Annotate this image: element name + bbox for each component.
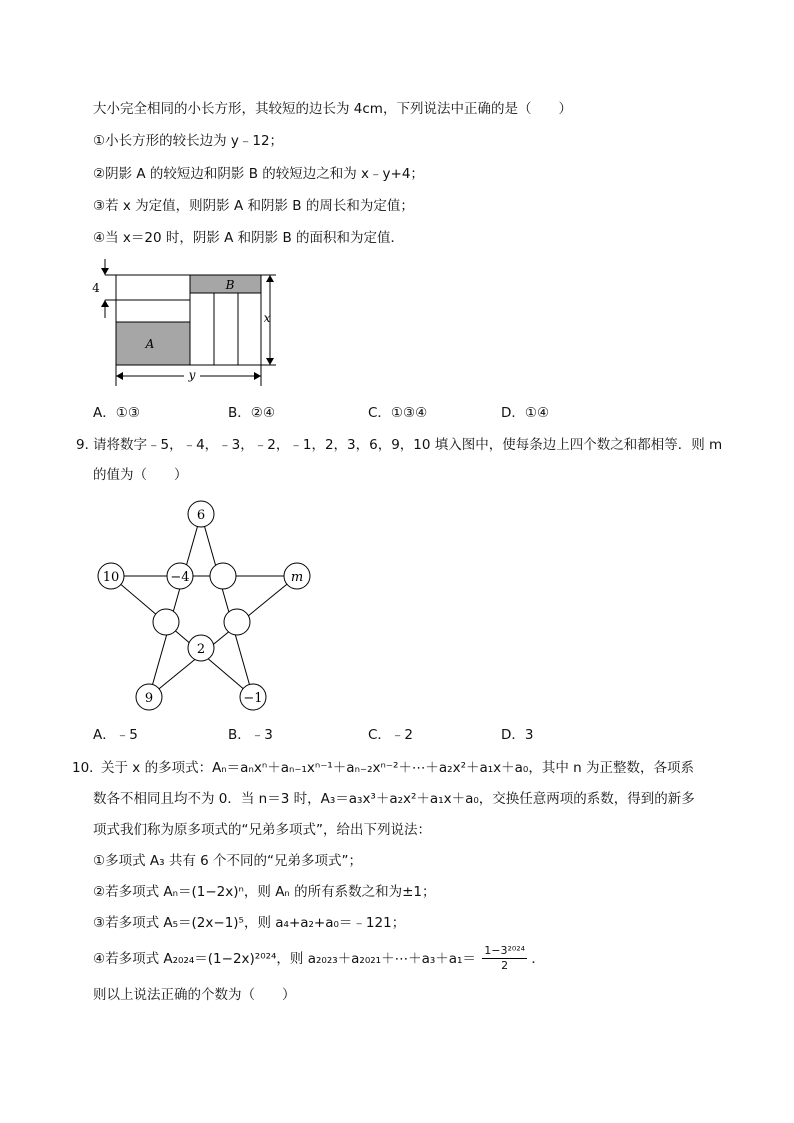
q8-statement-2: ②阴影 A 的较短边和阴影 B 的较短边之和为 x﹣y+4； [93,166,424,182]
q9-option-d[interactable]: D．3 [501,727,534,743]
q9-stem-line1: 请将数字﹣5，﹣4，﹣3，﹣2，﹣1，2，3，6，9，10 填入图中，使每条边上四个数之和都相等．则 m [93,437,723,453]
q8-option-a[interactable]: A．①③ [93,405,140,421]
node-right-value: m [290,570,304,585]
q10-closing: 则以上说法正确的个数为（ ） [93,987,296,1003]
q8-statement-3: ③若 x 为定值，则阴影 A 和阴影 B 的周长和为定值； [93,198,414,214]
q8-statement-1: ①小长方形的较长边为 y﹣12； [93,133,284,149]
node-inner-mid-left [153,609,179,635]
q10-statement-1: ①多项式 A₃ 共有 6 个不同的“兄弟多项式”； [93,853,362,869]
q10-statement-3: ③若多项式 A₅＝(2x−1)⁵，则 a₄+a₂+a₀＝﹣121； [93,915,406,931]
node-bottom-right-value: −1 [243,691,263,706]
q8-stem: 大小完全相同的小长方形，其较短的边长为 4cm，下列说法中正确的是（ ） [93,101,572,117]
node-left-value: 10 [102,570,120,585]
q9-star-figure [90,496,330,716]
node-inner-mid-right [224,609,250,635]
q10-line2: 数各不相同且均不为 0．当 n＝3 时，A₃＝a₃x³＋a₂x²＋a₁x＋a₀，交换任意两项的系数，得到的新多 [93,791,695,807]
dim-4-label: 4 [92,281,100,295]
dim-y-label: y [188,368,196,382]
q10-number: 10． [72,760,103,776]
q8-option-d[interactable]: D．①④ [501,405,550,421]
dim-x-label: x [263,311,271,325]
q10-statement-2: ②若多项式 Aₙ＝(1−2x)ⁿ，则 Aₙ 的所有系数之和为±1； [93,884,436,900]
q8-figure [90,254,290,394]
q10-line3: 项式我们称为原多项式的“兄弟多项式”，给出下列说法： [93,822,431,838]
q10-statement-4-row [93,944,545,978]
q8-option-b[interactable]: B．②④ [228,405,275,421]
node-inner-left-value: −4 [170,570,190,585]
q9-option-c[interactable]: C．﹣2 [368,727,414,743]
node-bottom-left-value: 9 [144,691,154,706]
q10-fraction-denominator: 2 [501,959,509,972]
q9-stem-line2: 的值为（ ） [93,467,188,483]
q9-option-a[interactable]: A．﹣5 [93,727,138,743]
node-top-value: 6 [196,508,206,523]
label-a: A [145,337,155,351]
q9-option-b[interactable]: B．﹣3 [228,727,273,743]
q9-number: 9． [76,437,99,453]
q8-option-c[interactable]: C．①③④ [368,405,428,421]
q10-line1: 关于 x 的多项式：Aₙ＝aₙxⁿ＋aₙ₋₁xⁿ⁻¹＋aₙ₋₂xⁿ⁻²＋⋯＋a₂x²＋a₁x＋a₀，其中 n 为正整数，各项系 [101,760,694,776]
node-bottom-inner-value: 2 [196,642,206,657]
q10-fraction-end: ． [531,950,545,967]
q10-fraction [482,944,527,973]
q8-statement-4: ④当 x＝20 时，阴影 A 和阴影 B 的面积和为定值． [93,230,405,246]
label-b: B [225,278,235,292]
node-inner-top-right [210,563,236,589]
q10-fraction-numerator: 1−3²⁰²⁴ [484,944,526,957]
q10-statement-4: ④若多项式 A₂₀₂₄＝(1−2x)²⁰²⁴，则 a₂₀₂₃＋a₂₀₂₁＋⋯＋a₃＋a₁＝ [93,950,476,967]
